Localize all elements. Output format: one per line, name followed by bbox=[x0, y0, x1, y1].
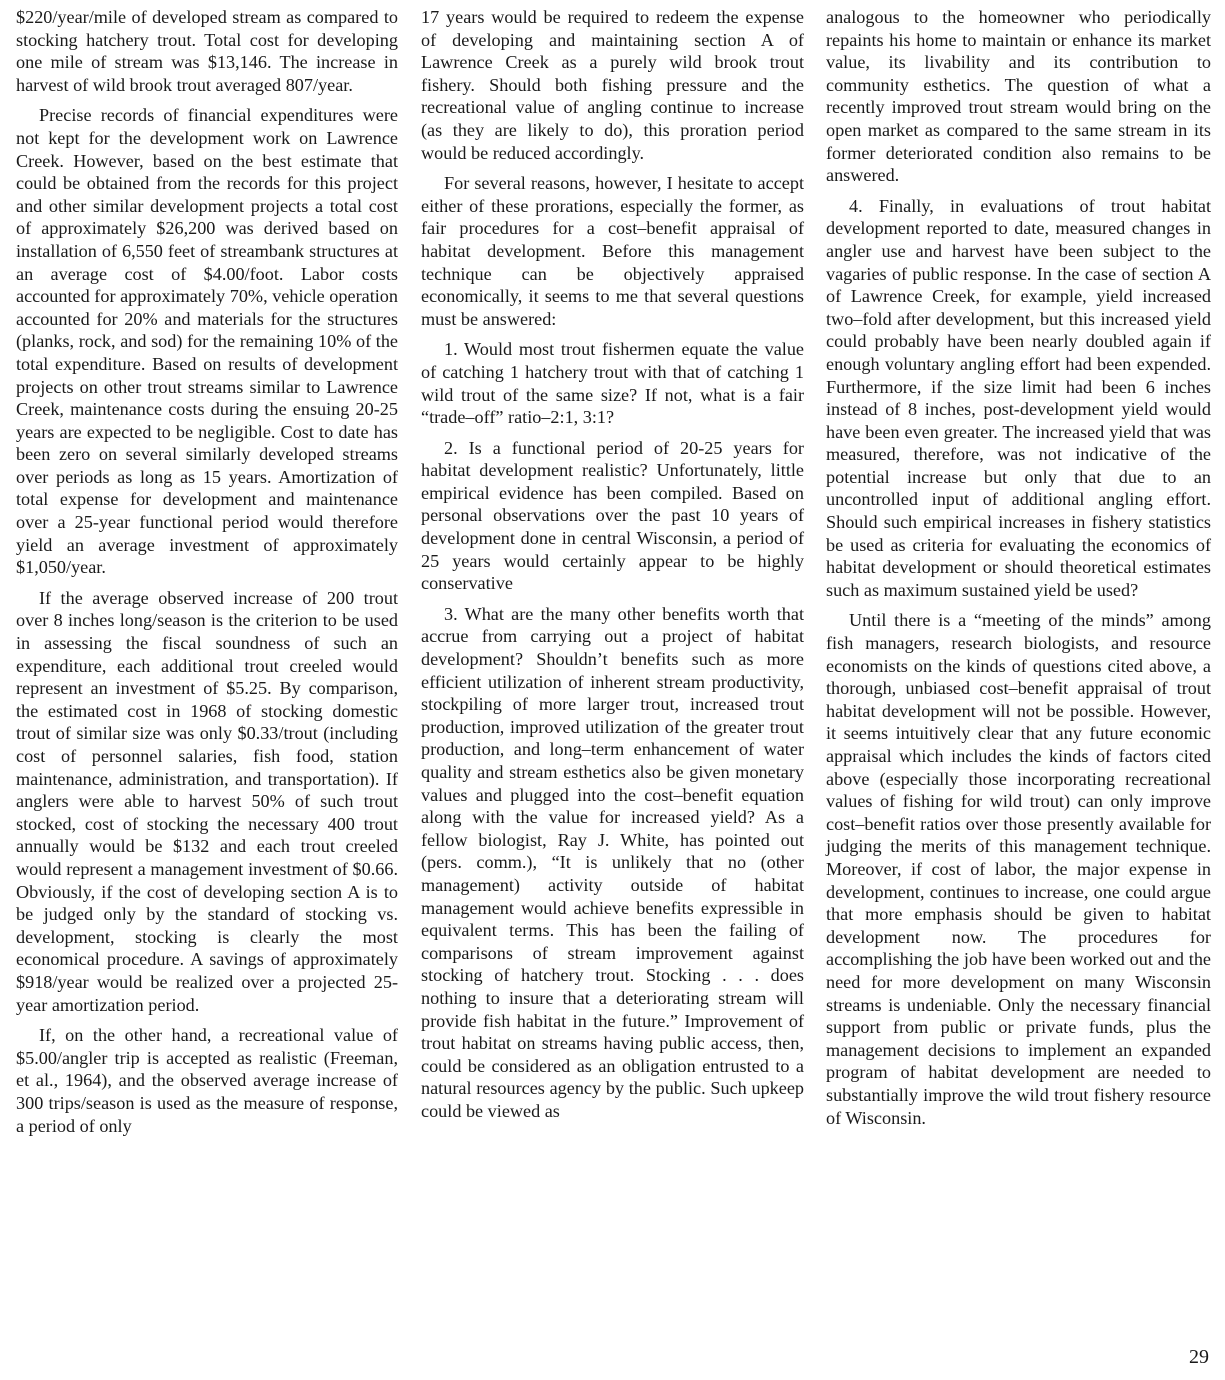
paragraph: If, on the other hand, a recreational value of $5.00/angler trip is accepted as realistic (Freeman, et al., 1964), and the observed average increase of 300 trips/season is used as the measure of response, a period of only bbox=[16, 1025, 398, 1136]
page-number: 29 bbox=[1189, 1346, 1209, 1368]
question-3-paragraph: 3. What are the many other benefits worth that accrue from carrying out a project of habitat development? Shouldn’t benefits such as more efficient utilization of inherent stream productivity, stockpiling of more larger trout, increased trout production, improved utilization of the greater trout production, and long–term enhancement of water quality and stream esthetics also be given monetary values and plugged into the cost–benefit equation along with the value for increased yield? As a fellow biologist, Ray J. White, has pointed out (pers. comm.), “It is unlikely that no (other management) activity outside of habitat management would achieve benefits expressible in equivalent terms. This has been the failing of comparisons of stream improvement against stocking of hatchery trout. Stocking . . . does nothing to insure that a deteriorating stream will provide fish habitat in the future.” Improvement of trout habitat on streams having public access, then, could be considered as an obligation entrusted to a natural resources agency by the public. Such upkeep could be viewed as bbox=[421, 603, 804, 1121]
text-column-1 bbox=[16, 6, 398, 1145]
paragraph: Precise records of financial expenditures were not kept for the development work on Lawrence Creek. However, based on the best estimate that could be obtained from the records for this project and other similar development projects a total cost of approximately $26,200 was derived based on installation of 6,550 feet of streambank structures at an average cost of $4.00/foot. Labor costs accounted for approximately 70%, vehicle operation accounted for 20% and materials for the structures (planks, rock, and sod) for the remaining 10% of the total expenditure. Based on results of development projects on other trout streams similar to Lawrence Creek, maintenance costs during the ensuing 20-25 years are expected to be negligible. Cost to date has been zero on several similarly developed streams over periods as long as 15 years. Amortization of total expense for development and maintenance over a 25-year functional period would therefore yield an average investment of approximately $1,050/year. bbox=[16, 105, 398, 578]
question-2-paragraph: 2. Is a functional period of 20-25 years for habitat development realistic? Unfortunately, little empirical evidence has been compiled. Based on personal observations over the past 10 years of development done in central Wisconsin, a period of 25 years would certainly appear to be highly conservative bbox=[421, 437, 804, 594]
paragraph: Until there is a “meeting of the minds” among fish managers, research biologists, and resource economists on the kinds of questions cited above, a thorough, unbiased cost–benefit appraisal of trout habitat development will not be possible. However, it seems intuitively clear that any future economic appraisal which includes the kinds of factors cited above (especially those incorporating recreational values of fishing for wild trout) can only improve cost–benefit ratios over those presently available for judging the merits of this management technique. Moreover, if cost of labor, the major expense in development, continues to increase, one could argue that more emphasis should be given to habitat development now. The procedures for accomplishing the job have been worked out and the need for more development on many Wisconsin streams is undeniable. Only the necessary financial support from public or private funds, plus the management decisions to implement an expanded program of habitat development are needed to substantially improve the wild trout fishery resource of Wisconsin. bbox=[826, 610, 1211, 1128]
paragraph: $220/year/mile of developed stream as compared to stocking hatchery trout. Total cost for developing one mile of stream was $13,146. The increase in harvest of wild brook trout averaged 807/year. bbox=[16, 7, 398, 95]
paragraph: If the average observed increase of 200 trout over 8 inches long/season is the criterion to be used in assessing the fiscal soundness of such an expenditure, each additional trout creeled would represent an investment of $5.25. By comparison, the estimated cost in 1968 of stocking domestic trout of similar size was only $0.33/trout (including cost of personnel salaries, fish food, station maintenance, administration, and transportation). If anglers were able to harvest 50% of such trout stocked, cost of stocking the necessary 400 trout annually would be $132 and each trout creeled would represent a management investment of $0.66. Obviously, if the cost of developing section A is to be judged only by the standard of stocking vs. development, stocking is clearly the most economical procedure. A savings of approximately $918/year would be realized over a projected 25-year amortization period. bbox=[16, 587, 398, 1015]
paragraph: analogous to the homeowner who periodically repaints his home to maintain or enhance its market value, its livability and its contribution to community esthetics. The question of what a recently improved trout stream would bring on the open market as compared to the same stream in its former deteriorated condition also remains to be answered. bbox=[826, 7, 1211, 186]
text-column-3 bbox=[826, 6, 1211, 1137]
text-column-2 bbox=[421, 6, 804, 1131]
question-1-paragraph: 1. Would most trout fishermen equate the value of catching 1 hatchery trout with that of catching 1 wild trout of the same size? If not, what is a fair “trade–off” ratio–2:1, 3:1? bbox=[421, 339, 804, 428]
paragraph: 17 years would be required to redeem the expense of developing and maintaining section A of Lawrence Creek as a purely wild brook trout fishery. Should both fishing pressure and the recreational value of angling continue to increase (as they are likely to do), this proration period would be reduced accordingly. bbox=[421, 7, 804, 163]
question-4-paragraph: 4. Finally, in evaluations of trout habitat development reported to date, measured changes in angler use and harvest have been subject to the vagaries of public response. In the case of section A of Lawrence Creek, for example, yield increased two–fold after development, but this increased yield could probably have been nearly doubled again if enough voluntary angling effort had been expended. Furthermore, if the size limit had been 6 inches instead of 8 inches, post-development yield would have been even greater. The increased yield that was measured, therefore, was not indicative of the potential increase but only that due to an uncontrolled input of additional angling effort. Should such empirical increases in fishery statistics be used as criteria for evaluating the economics of habitat development or should theoretical estimates such as maximum sustained yield be used? bbox=[826, 195, 1211, 600]
paragraph: For several reasons, however, I hesitate to accept either of these prorations, especially the former, as fair procedures for a cost–benefit appraisal of habitat development. Before this management technique can be objectively appraised economically, it seems to me that several questions must be answered: bbox=[421, 173, 804, 329]
